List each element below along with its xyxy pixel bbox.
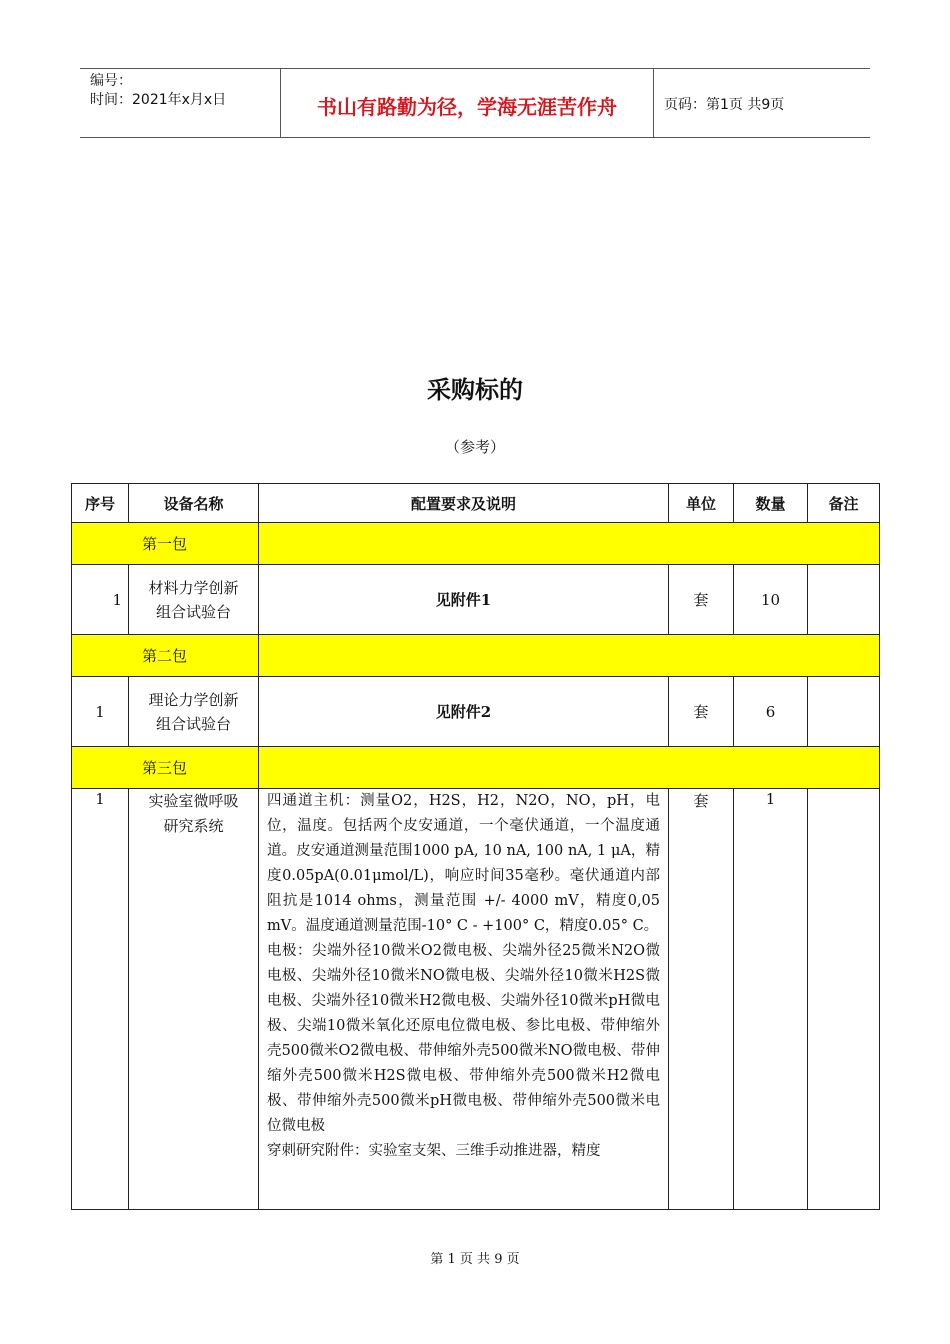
item-name: 理论力学创新组合试验台	[129, 677, 259, 747]
motto-text: 书山有路勤为径，学海无涯苦作舟	[317, 95, 617, 119]
table-header-row	[72, 484, 880, 523]
package-fill	[259, 747, 880, 789]
item-config	[259, 789, 669, 1210]
item-unit: 套	[669, 677, 734, 747]
col-header-name: 设备名称	[129, 484, 259, 523]
col-header-config: 配置要求及说明	[259, 484, 669, 523]
table-row	[72, 565, 880, 635]
item-unit: 套	[669, 565, 734, 635]
col-header-unit: 单位	[669, 484, 734, 523]
page-title: 采购标的	[427, 376, 523, 404]
item-note	[808, 565, 880, 635]
table-row	[72, 789, 880, 1210]
item-config: 见附件2	[259, 677, 669, 747]
page-footer: 第 1 页 共 9 页	[430, 1252, 520, 1267]
config-paragraph-electrodes: 电极：尖端外径10微米O2微电极、尖端外径25微米N2O微电极、尖端外径10微米NO微电极、尖端外径10微米H2S微电极、尖端外径10微米H2微电极、尖端外径10微米pH微电极、尖端10微米氧化还原电位微电极、参比电极、带伸缩外壳500微米O2微电极、带伸缩外壳500微米NO微电极、带伸缩外壳500微米H2S微电极、带伸缩外壳500微米H2微电极、带伸缩外壳500微米pH微电极、带伸缩外壳500微米电位微电极	[267, 943, 660, 1134]
package-row	[72, 523, 880, 565]
col-header-qty: 数量	[734, 484, 808, 523]
config-paragraph-accessories: 穿刺研究附件：实验室支架、三维手动推进器，精度	[267, 1143, 601, 1159]
item-note	[808, 789, 880, 1210]
page-label: 页码：第1页 共9页	[664, 97, 785, 113]
item-qty: 6	[734, 677, 808, 747]
procurement-table	[71, 483, 880, 1210]
item-qty: 1	[734, 789, 808, 1210]
page-subtitle: （参考）	[444, 438, 505, 456]
item-note	[808, 677, 880, 747]
item-name: 实验室微呼吸研究系统	[129, 789, 259, 1210]
item-seq: 1	[72, 789, 129, 1210]
item-qty: 10	[734, 565, 808, 635]
item-config: 见附件1	[259, 565, 669, 635]
item-seq: 1	[72, 565, 129, 635]
item-name: 材料力学创新组合试验台	[129, 565, 259, 635]
package-label: 第二包	[72, 635, 259, 677]
package-row	[72, 635, 880, 677]
header-page-cell	[654, 69, 870, 137]
table-row	[72, 677, 880, 747]
package-label: 第三包	[72, 747, 259, 789]
config-paragraph-host: 四通道主机：测量O2，H2S，H2，N2O，NO，pH，电位，温度。包括两个皮安通道，一个毫伏通道，一个温度通道。皮安通道测量范围1000 pA, 10 nA, 100 nA, 1 μA，精度0.05pA(0.01μmol/L)，响应时间35毫秒。毫伏通道内部阻抗是1014 ohms，测量范围 +/- 4000 mV，精度0,05 mV。温度通道测量范围-10° C - +100° C，精度0.05° C。	[267, 793, 660, 934]
item-unit: 套	[669, 789, 734, 1210]
header-meta-cell	[80, 69, 281, 137]
time-label: 时间：2021年x月x日	[90, 92, 227, 108]
header-motto-cell	[281, 69, 654, 137]
col-header-seq: 序号	[72, 484, 129, 523]
package-row	[72, 747, 880, 789]
package-label: 第一包	[72, 523, 259, 565]
number-label: 编号：	[90, 73, 132, 89]
document-header	[80, 68, 870, 138]
package-fill	[259, 523, 880, 565]
col-header-note: 备注	[808, 484, 880, 523]
package-fill	[259, 635, 880, 677]
item-seq: 1	[72, 677, 129, 747]
